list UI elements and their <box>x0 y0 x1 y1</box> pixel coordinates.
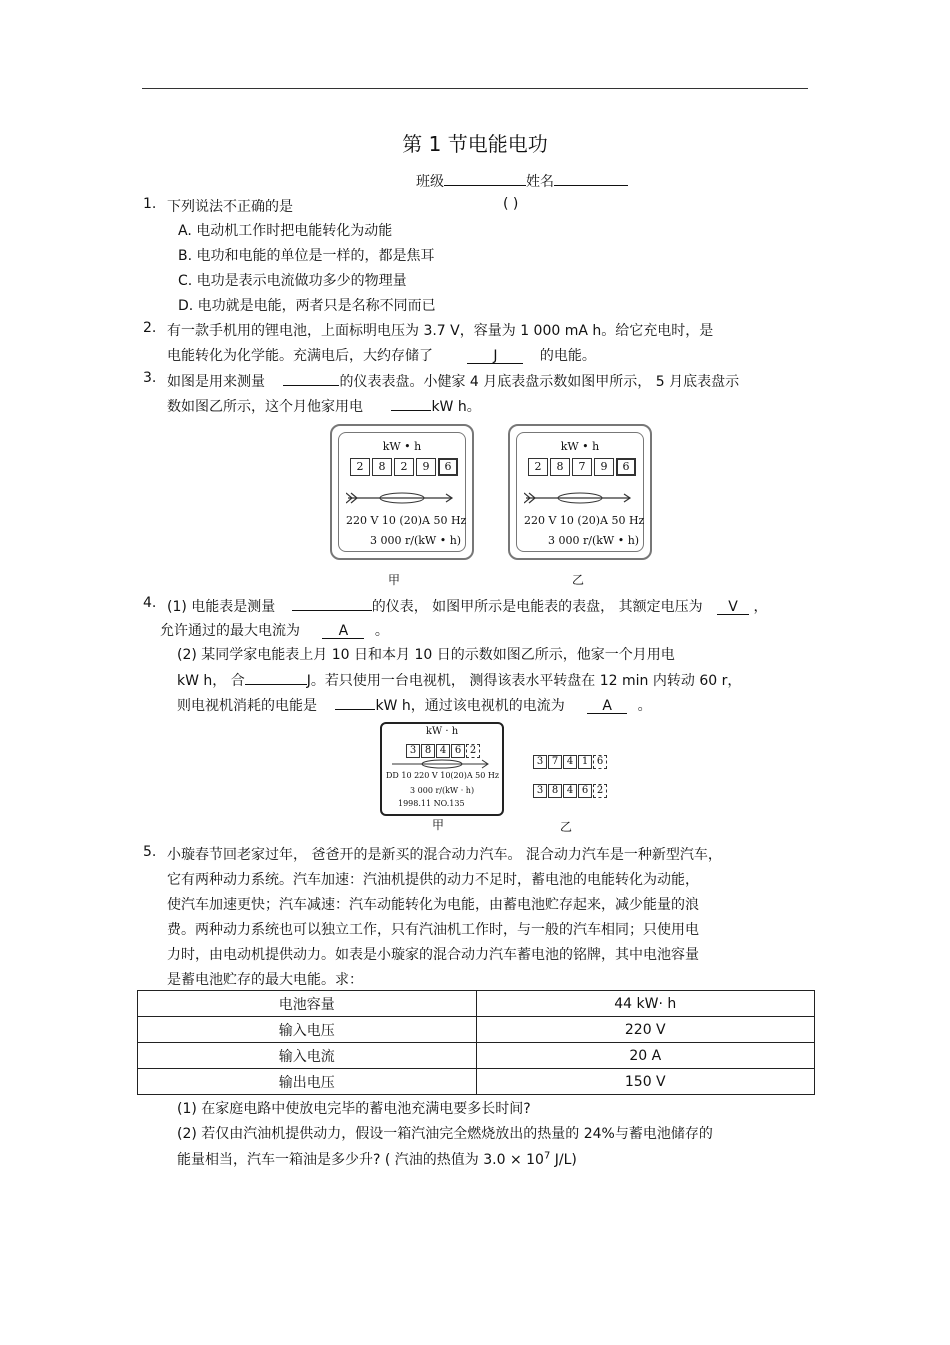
q3-blank-1[interactable] <box>283 370 339 386</box>
meter-q4-yi-digit: 3 <box>533 784 547 798</box>
meter-yi-arrow-icon <box>524 490 636 506</box>
q1-option-c: C. 电功是表示电流做功多少的物理量 <box>178 273 407 289</box>
q4-line3: (2) 某同学家电能表上月 10 日和本月 10 日的示数如图乙所示，他家一个月用电 <box>177 647 675 663</box>
meter-jia <box>330 424 474 560</box>
meter-yi-digit: 6 <box>616 458 636 476</box>
class-label: 班级 <box>416 174 444 190</box>
meter-jia-digits <box>350 458 460 476</box>
q4-line1-text: (1) 电能表是测量 <box>167 599 276 615</box>
q4-blank-voltage[interactable]: V <box>717 599 749 615</box>
meter-yi-digit: 8 <box>550 458 570 476</box>
meter-q4-jia-digit: 2 <box>466 744 480 758</box>
q3-line2-text: 数如图乙所示，这个月他家用电 <box>167 399 363 415</box>
meter-q4-jia-digit: 3 <box>406 744 420 758</box>
q5-sub3-text: 能量相当，汽车一箱油是多少升? ( 汽油的热值为 3.0 × 10 <box>177 1152 544 1168</box>
q1-stem: 下列说法不正确的是 <box>167 199 293 215</box>
meter-jia-spec1: 220 V 10 (20)A 50 Hz <box>346 514 467 527</box>
table-row <box>138 1069 815 1095</box>
q5-line: 力时，由电动机提供动力。如表是小璇家的混合动力汽车蓄电池的铭牌，其中电池容量 <box>167 947 699 963</box>
meter-yi-spec1: 220 V 10 (20)A 50 Hz <box>524 514 645 527</box>
q5-sub3 <box>177 1149 577 1169</box>
q3-line1-text: 如图是用来测量 <box>167 374 265 390</box>
q3-line2 <box>167 395 481 416</box>
q2-blank[interactable]: J <box>467 348 523 364</box>
meter-jia-digit: 2 <box>350 458 370 476</box>
meter-yi-digit: 9 <box>594 458 614 476</box>
q4-line4-end: J。若只使用一台电视机， 测得该表水平转盘在 12 min 内转动 60 r， <box>306 673 742 689</box>
header-rule <box>142 88 808 89</box>
meter-q4-yi-digit: 2 <box>593 784 607 798</box>
q4-line2 <box>160 620 389 640</box>
meter-jia-spec2: 3 000 r/(kW • h) <box>370 534 462 547</box>
table-row <box>138 991 815 1017</box>
q5-line: 使汽车加速更快；汽车减速：汽车动能转化为电能，由蓄电池贮存起来，减少能量的浪 <box>167 897 699 913</box>
q2-line2-end: 的电能。 <box>539 348 596 364</box>
q1-answer-paren[interactable]: ( ) <box>503 196 519 212</box>
page-title: 第 1 节电能电功 <box>402 132 548 156</box>
table-cell-value: 220 V <box>476 1017 815 1043</box>
q4-line5-end: 。 <box>637 698 652 714</box>
table-cell-label: 电池容量 <box>138 991 477 1017</box>
meter-q4-jia-digit: 8 <box>421 744 435 758</box>
meter-q4-yi-digit: 6 <box>578 784 592 798</box>
class-blank[interactable] <box>444 170 526 186</box>
meter-q4-yi-digit: 6 <box>593 755 607 769</box>
table-cell-label: 输出电压 <box>138 1069 477 1095</box>
meter-yi <box>508 424 652 560</box>
meter-q4-yi-caption: 乙 <box>560 820 573 834</box>
q4-number: 4. <box>143 595 157 611</box>
table-row <box>138 1017 815 1043</box>
meter-q4-jia-arrow-icon <box>392 758 492 770</box>
table-cell-value: 150 V <box>476 1069 815 1095</box>
q5-line: 它有两种动力系统。汽车加速：汽油机提供的动力不足时，蓄电池的电能转化为动能， <box>167 872 699 888</box>
meter-q4-jia-caption: 甲 <box>432 818 445 832</box>
q2-line1: 有一款手机用的锂电池，上面标明电压为 3.7 V，容量为 1 000 mA h。给它充电时，是 <box>167 323 714 339</box>
q4-line1-mid: 的仪表， 如图甲所示是电能表的表盘， 其额定电压为 <box>371 599 703 615</box>
meter-q4-jia <box>380 722 504 816</box>
meter-q4-yi-row2 <box>533 781 608 798</box>
meter-q4-jia-digits <box>406 741 481 758</box>
table-cell-value: 20 A <box>476 1043 815 1069</box>
q5-sub3-unit: J/L) <box>550 1152 577 1168</box>
q4-line5-text: 则电视机消耗的电能是 <box>177 698 317 714</box>
q4-blank-energy[interactable] <box>335 694 375 710</box>
q4-line2-text: 允许通过的最大电流为 <box>160 623 300 639</box>
q4-blank-current[interactable]: A <box>322 623 364 639</box>
meter-q4-yi-row1 <box>533 752 608 769</box>
q4-blank-instrument[interactable] <box>292 595 372 611</box>
meter-q4-jia-spec1: DD 10 220 V 10(20)A 50 Hz <box>386 771 500 780</box>
table-row <box>138 1043 815 1069</box>
meter-yi-caption: 乙 <box>572 573 585 587</box>
q4-line1-end: ， <box>753 599 768 615</box>
meter-q4-yi-digit: 8 <box>548 784 562 798</box>
q5-sub3-exponent: 7 <box>543 1150 551 1162</box>
q1-option-a: A. 电动机工作时把电能转化为动能 <box>178 223 393 239</box>
q2-line2-text: 电能转化为化学能。充满电后，大约存储了 <box>167 348 433 364</box>
battery-spec-table <box>137 990 815 1095</box>
meter-yi-digit: 2 <box>528 458 548 476</box>
q4-blank-current2[interactable]: A <box>587 698 627 714</box>
meter-q4-yi-digit: 4 <box>563 784 577 798</box>
meter-q4-jia-spec3: 1998.11 NO.135 <box>398 799 465 808</box>
q4-line5-mid: kW h，通过该电视机的电流为 <box>375 698 565 714</box>
meter-q4-yi-digit: 4 <box>563 755 577 769</box>
q3-line1 <box>167 370 739 391</box>
name-blank[interactable] <box>554 170 628 186</box>
meter-jia-unit: kW • h <box>382 440 422 453</box>
meter-jia-digit: 2 <box>394 458 414 476</box>
q4-blank-joule[interactable] <box>245 669 307 685</box>
q5-number: 5. <box>143 844 157 860</box>
meter-q4-jia-spec2: 3 000 r/(kW · h) <box>410 786 475 795</box>
meter-q4-jia-digit: 4 <box>436 744 450 758</box>
q5-line: 是蓄电池贮存的最大电能。求： <box>167 972 363 988</box>
q3-line1-end: 的仪表表盘。小健家 4 月底表盘示数如图甲所示， 5 月底表盘示 <box>339 374 740 390</box>
q4-line4 <box>177 669 741 690</box>
meter-q4-yi-digit: 1 <box>578 755 592 769</box>
q2-line2 <box>167 345 596 365</box>
q5-sub2: (2) 若仅由汽油机提供动力，假设一箱汽油完全燃烧放出的热量的 24%与蓄电池储存的 <box>177 1126 713 1142</box>
meter-yi-digit: 7 <box>572 458 592 476</box>
meter-q4-yi-digit: 3 <box>533 755 547 769</box>
meter-q4-jia-unit: kW · h <box>425 726 459 737</box>
meter-jia-digit: 6 <box>438 458 458 476</box>
meter-jia-digit: 9 <box>416 458 436 476</box>
q5-sub1: (1) 在家庭电路中使放电完毕的蓄电池充满电要多长时间? <box>177 1101 531 1117</box>
q1-number: 1. <box>143 196 157 212</box>
meter-jia-caption: 甲 <box>388 573 401 587</box>
q4-line4-text: kW h， 合 <box>177 673 245 689</box>
q4-line1 <box>167 595 768 616</box>
meter-yi-spec2: 3 000 r/(kW • h) <box>548 534 640 547</box>
q1-option-d: D. 电功就是电能，两者只是名称不同而已 <box>178 298 436 314</box>
q3-blank-2[interactable] <box>391 395 431 411</box>
name-label: 姓名 <box>526 174 554 190</box>
meter-yi-digits <box>528 458 638 476</box>
q2-number: 2. <box>143 320 157 336</box>
table-cell-label: 输入电压 <box>138 1017 477 1043</box>
meter-yi-unit: kW • h <box>560 440 600 453</box>
q5-line: 费。两种动力系统也可以独立工作，只有汽油机工作时，与一般的汽车相同；只使用电 <box>167 922 699 938</box>
meter-jia-digit: 8 <box>372 458 392 476</box>
meter-q4-jia-digit: 6 <box>451 744 465 758</box>
meter-q4-yi-digit: 7 <box>548 755 562 769</box>
q4-line5 <box>177 694 652 715</box>
q3-number: 3. <box>143 370 157 386</box>
table-cell-value: 44 kW· h <box>476 991 815 1017</box>
meter-jia-arrow-icon <box>346 490 458 506</box>
q3-line2-end: kW h。 <box>431 399 481 415</box>
q5-line: 小璇春节回老家过年， 爸爸开的是新买的混合动力汽车。 混合动力汽车是一种新型汽车， <box>167 847 722 863</box>
q1-option-b: B. 电功和电能的单位是一样的，都是焦耳 <box>178 248 435 264</box>
class-name-line <box>416 170 628 191</box>
q4-line2-end: 。 <box>374 623 389 639</box>
table-cell-label: 输入电流 <box>138 1043 477 1069</box>
